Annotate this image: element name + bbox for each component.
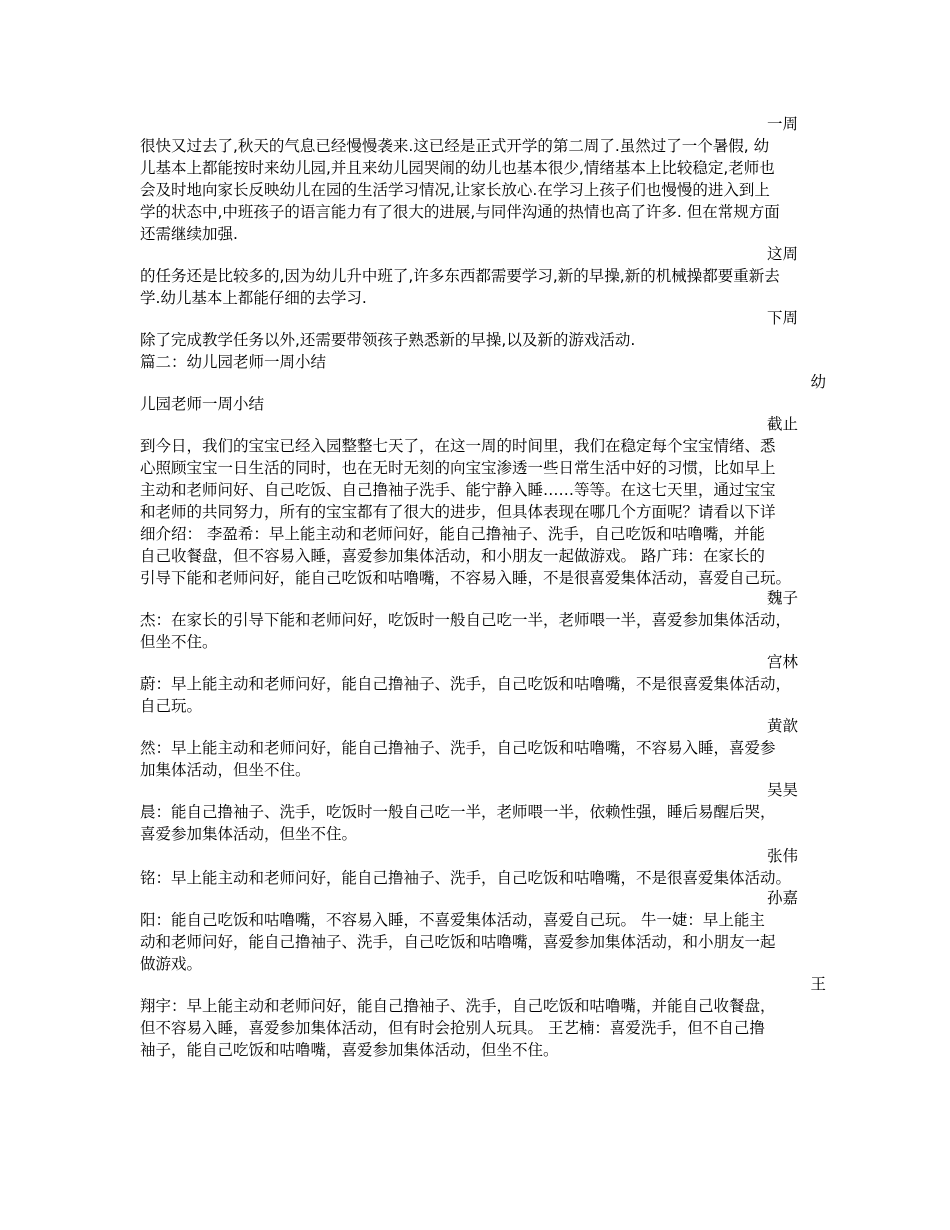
text-line: 动和老师问好，能自己撸袖子、洗手，自己吃饭和咕噜嘴，喜爱参加集体活动，和小朋友一起	[140, 933, 776, 951]
text-line: 引导下能和老师问好，能自己吃饭和咕噜嘴，不容易入睡，不是很喜爱集体活动，喜爱自己玩。	[140, 569, 792, 587]
text-line: 蔚：早上能主动和老师问好，能自己撸袖子、洗手，自己吃饭和咕噜嘴，不是很喜爱集体活动，	[140, 675, 792, 693]
para-lead-word: 张伟	[766, 847, 798, 865]
text-line: 除了完成教学任务以外,还需要带领孩子熟悉新的早操,以及新的游戏活动.	[140, 331, 636, 349]
text-line: 到今日，我们的宝宝已经入园整整七天了，在这一周的时间里，我们在稳定每个宝宝情绪、悉	[140, 437, 776, 455]
text-line: 自己收餐盘，但不容易入睡，喜爱参加集体活动，和小朋友一起做游戏。 路广玮：在家长的	[140, 547, 765, 565]
page-title: 儿园老师一周小结	[140, 395, 265, 413]
text-line: 细介绍： 李盈希：早上能主动和老师问好，能自己撸袖子、洗手，自己吃饭和咕噜嘴，并能	[140, 525, 765, 543]
para-lead-word: 王	[810, 975, 826, 993]
text-line: 加集体活动，但坐不住。	[140, 761, 311, 779]
para-lead-word: 截止	[766, 415, 798, 433]
text-line: 袖子，能自己吃饭和咕噜嘴，喜爱参加集体活动，但坐不住。	[140, 1041, 559, 1059]
para-lead-word: 吴昊	[766, 781, 798, 799]
text-line: 晨：能自己撸袖子、洗手，吃饭时一般自己吃一半，老师喂一半，依赖性强，睡后易醒后哭，	[140, 803, 776, 821]
para-lead-word: 黄歆	[766, 717, 798, 735]
text-line: 翔宇：早上能主动和老师问好，能自己撸袖子、洗手，自己吃饭和咕噜嘴，并能自己收餐盘，	[140, 997, 776, 1015]
text-line: 喜爱参加集体活动，但坐不住。	[140, 825, 358, 843]
text-line: 主动和老师问好、自己吃饭、自己撸袖子洗手、能宁静入睡……等等。在这七天里，通过宝宝	[140, 481, 776, 499]
text-line: 但坐不住。	[140, 633, 218, 651]
text-line: 然：早上能主动和老师问好，能自己撸袖子、洗手，自己吃饭和咕噜嘴，不容易入睡，喜爱参	[140, 739, 776, 757]
text-line: 铭：早上能主动和老师问好，能自己撸袖子、洗手，自己吃饭和咕噜嘴，不是很喜爱集体活动。	[140, 869, 792, 887]
section-heading: 篇二：幼儿园老师一周小结	[140, 353, 327, 371]
text-line: 很快又过去了,秋天的气息已经慢慢袭来.这已经是正式开学的第二周了.虽然过了一个暑假, 幼	[140, 137, 770, 155]
text-line: 但不容易入睡，喜爱参加集体活动，但有时会抢别人玩具。 王艺楠：喜爱洗手，但不自己撸	[140, 1019, 765, 1037]
text-line: 心照顾宝宝一日生活的同时，也在无时无刻的向宝宝渗透一些日常生活中好的习惯，比如早上	[140, 459, 776, 477]
para-lead-word: 一周	[766, 115, 798, 133]
para-lead-word: 孙嘉	[766, 889, 798, 907]
text-line: 儿基本上都能按时来幼儿园,并且来幼儿园哭闹的幼儿也基本很少,情绪基本上比较稳定,老师也	[140, 159, 775, 177]
para-lead-word: 下周	[766, 309, 798, 327]
para-lead-word: 宫林	[766, 653, 798, 671]
text-line: 阳：能自己吃饭和咕噜嘴，不容易入睡，不喜爱集体活动，喜爱自己玩。 牛一婕：早上能主	[140, 911, 765, 929]
text-line: 会及时地向家长反映幼儿在园的生活学习情况,让家长放心.在学习上孩子们也慢慢的进入到上	[140, 181, 770, 199]
text-line: 学.幼儿基本上都能仔细的去学习.	[140, 289, 367, 307]
text-line: 和老师的共同努力，所有的宝宝都有了很大的进步，但具体表现在哪几个方面呢？请看以下详	[140, 503, 776, 521]
text-line: 做游戏。	[140, 955, 203, 973]
text-line: 自己玩。	[140, 697, 203, 715]
text-line: 杰：在家长的引导下能和老师问好，吃饭时一般自己吃一半，老师喂一半，喜爱参加集体活动，	[140, 611, 792, 629]
text-line: 学的状态中,中班孩子的语言能力有了很大的进展,与同伴沟通的热情也高了许多. 但在常规方面	[140, 203, 780, 221]
text-line: 还需继续加强.	[140, 225, 238, 243]
para-lead-word: 这周	[766, 245, 798, 263]
text-line: 的任务还是比较多的,因为幼儿升中班了,许多东西都需要学习,新的早操,新的机械操都要重新去	[140, 267, 780, 285]
title-lead-char: 幼	[810, 373, 826, 391]
para-lead-word: 魏子	[766, 589, 798, 607]
